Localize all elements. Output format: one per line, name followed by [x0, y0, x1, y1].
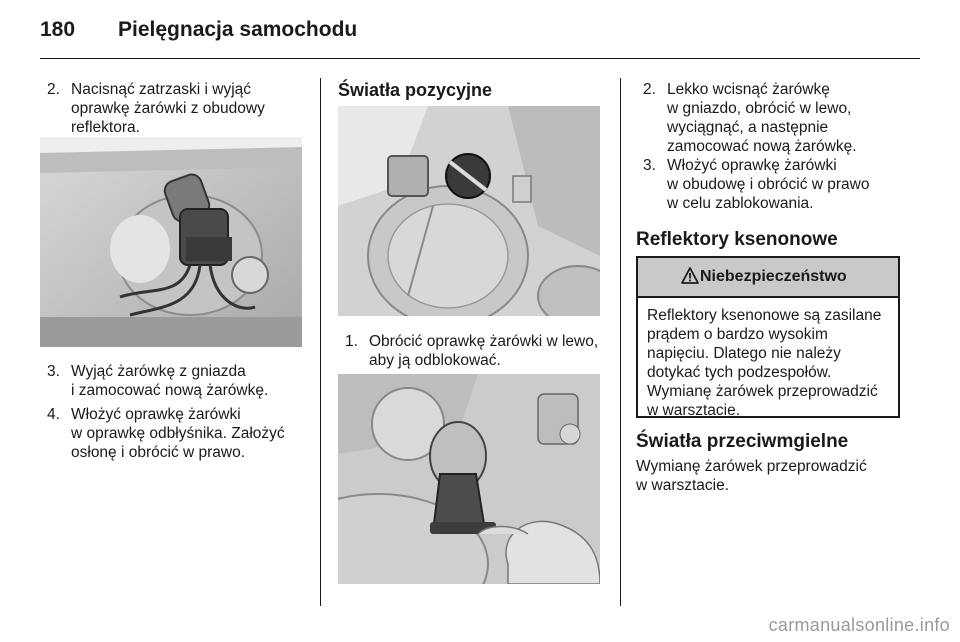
- page-number: 180: [40, 18, 76, 41]
- step-text-line: osłonę i obrócić w prawo.: [71, 444, 246, 461]
- section-heading-fog-lights: Światła przeciwmgielne: [636, 431, 849, 452]
- step-1-unlock-holder: [345, 332, 615, 372]
- page-header: [40, 14, 920, 58]
- fog-lights-text: [636, 457, 906, 495]
- step-text-line: Włożyć oprawkę żarówki: [667, 157, 837, 174]
- step-number: 3.: [643, 157, 656, 174]
- step-number: 3.: [47, 363, 60, 380]
- step-text-line: oprawkę żarówki z obudowy: [71, 100, 265, 117]
- step-text-line: w oprawkę odbłyśnika. Założyć: [71, 425, 285, 442]
- step-text-line: Wyjąć żarówkę z gniazda: [71, 363, 246, 380]
- column-divider-left: [320, 78, 321, 606]
- step-text-line: w celu zablokowania.: [667, 195, 814, 212]
- warning-text-line: dotykać tych podzespołów.: [647, 364, 832, 381]
- warning-triangle-icon: [681, 267, 699, 285]
- step-2-remove-holder: [47, 80, 312, 140]
- warning-text-line: napięciu. Dlatego nie należy: [647, 345, 841, 362]
- warning-title: Niebezpieczeństwo: [700, 268, 847, 285]
- step-text-line: Lekko wcisnąć żarówkę: [667, 81, 830, 98]
- step-number: 2.: [643, 81, 656, 98]
- photo-bulb-holder-removal: [40, 137, 302, 347]
- header-divider: [40, 58, 920, 59]
- warning-header: [638, 258, 898, 298]
- section-heading-xenon: Reflektory ksenonowe: [636, 229, 838, 250]
- position-light-illustration: [338, 106, 600, 316]
- step-text-line: Włożyć oprawkę żarówki: [71, 406, 241, 423]
- photo-position-light-socket: [338, 106, 600, 316]
- paragraph-line: w warsztacie.: [636, 477, 730, 494]
- step-text-line: aby ją odblokować.: [369, 352, 501, 369]
- warning-text-line: w warsztacie.: [647, 402, 741, 419]
- bulb-holder-illustration: [40, 137, 302, 347]
- bulb-removal-illustration: [338, 374, 600, 584]
- step-number: 4.: [47, 406, 60, 423]
- section-heading-position-lights: Światła pozycyjne: [338, 80, 493, 100]
- step-number: 2.: [47, 81, 60, 98]
- step-2-replace-bulb: [643, 80, 908, 160]
- step-text-line: reflektora.: [71, 119, 140, 136]
- step-text-line: wyciągnąć, a następnie: [667, 119, 829, 136]
- step-text-line: w gniazdo, obrócić w lewo,: [667, 100, 852, 117]
- step-text-line: w obudowę i obrócić w prawo: [667, 176, 870, 193]
- warning-text-line: Wymianę żarówek przeprowadzić: [647, 383, 878, 400]
- step-text-line: Nacisnąć zatrzaski i wyjąć: [71, 81, 252, 98]
- step-text-line: i zamocować nową żarówkę.: [71, 382, 269, 399]
- step-text-line: zamocować nową żarówkę.: [667, 138, 857, 155]
- warning-text-line: prądem o bardzo wysokim: [647, 326, 828, 343]
- watermark: carmanualsonline.info: [768, 615, 950, 635]
- step-text-line: Obrócić oprawkę żarówki w lewo,: [369, 333, 599, 350]
- warning-text: [647, 306, 897, 420]
- photo-position-light-bulb-removal: [338, 374, 600, 584]
- step-3-lock-holder: [643, 156, 908, 216]
- warning-text-line: Reflektory ksenonowe są zasilane: [647, 307, 882, 324]
- step-3-replace-bulb: [47, 362, 312, 402]
- step-number: 1.: [345, 333, 358, 350]
- column-divider-right: [620, 78, 621, 606]
- paragraph-line: Wymianę żarówek przeprowadzić: [636, 458, 867, 475]
- step-4-install-holder: [47, 405, 312, 465]
- danger-warning-box: [636, 256, 900, 418]
- page-title: Pielęgnacja samochodu: [118, 18, 358, 41]
